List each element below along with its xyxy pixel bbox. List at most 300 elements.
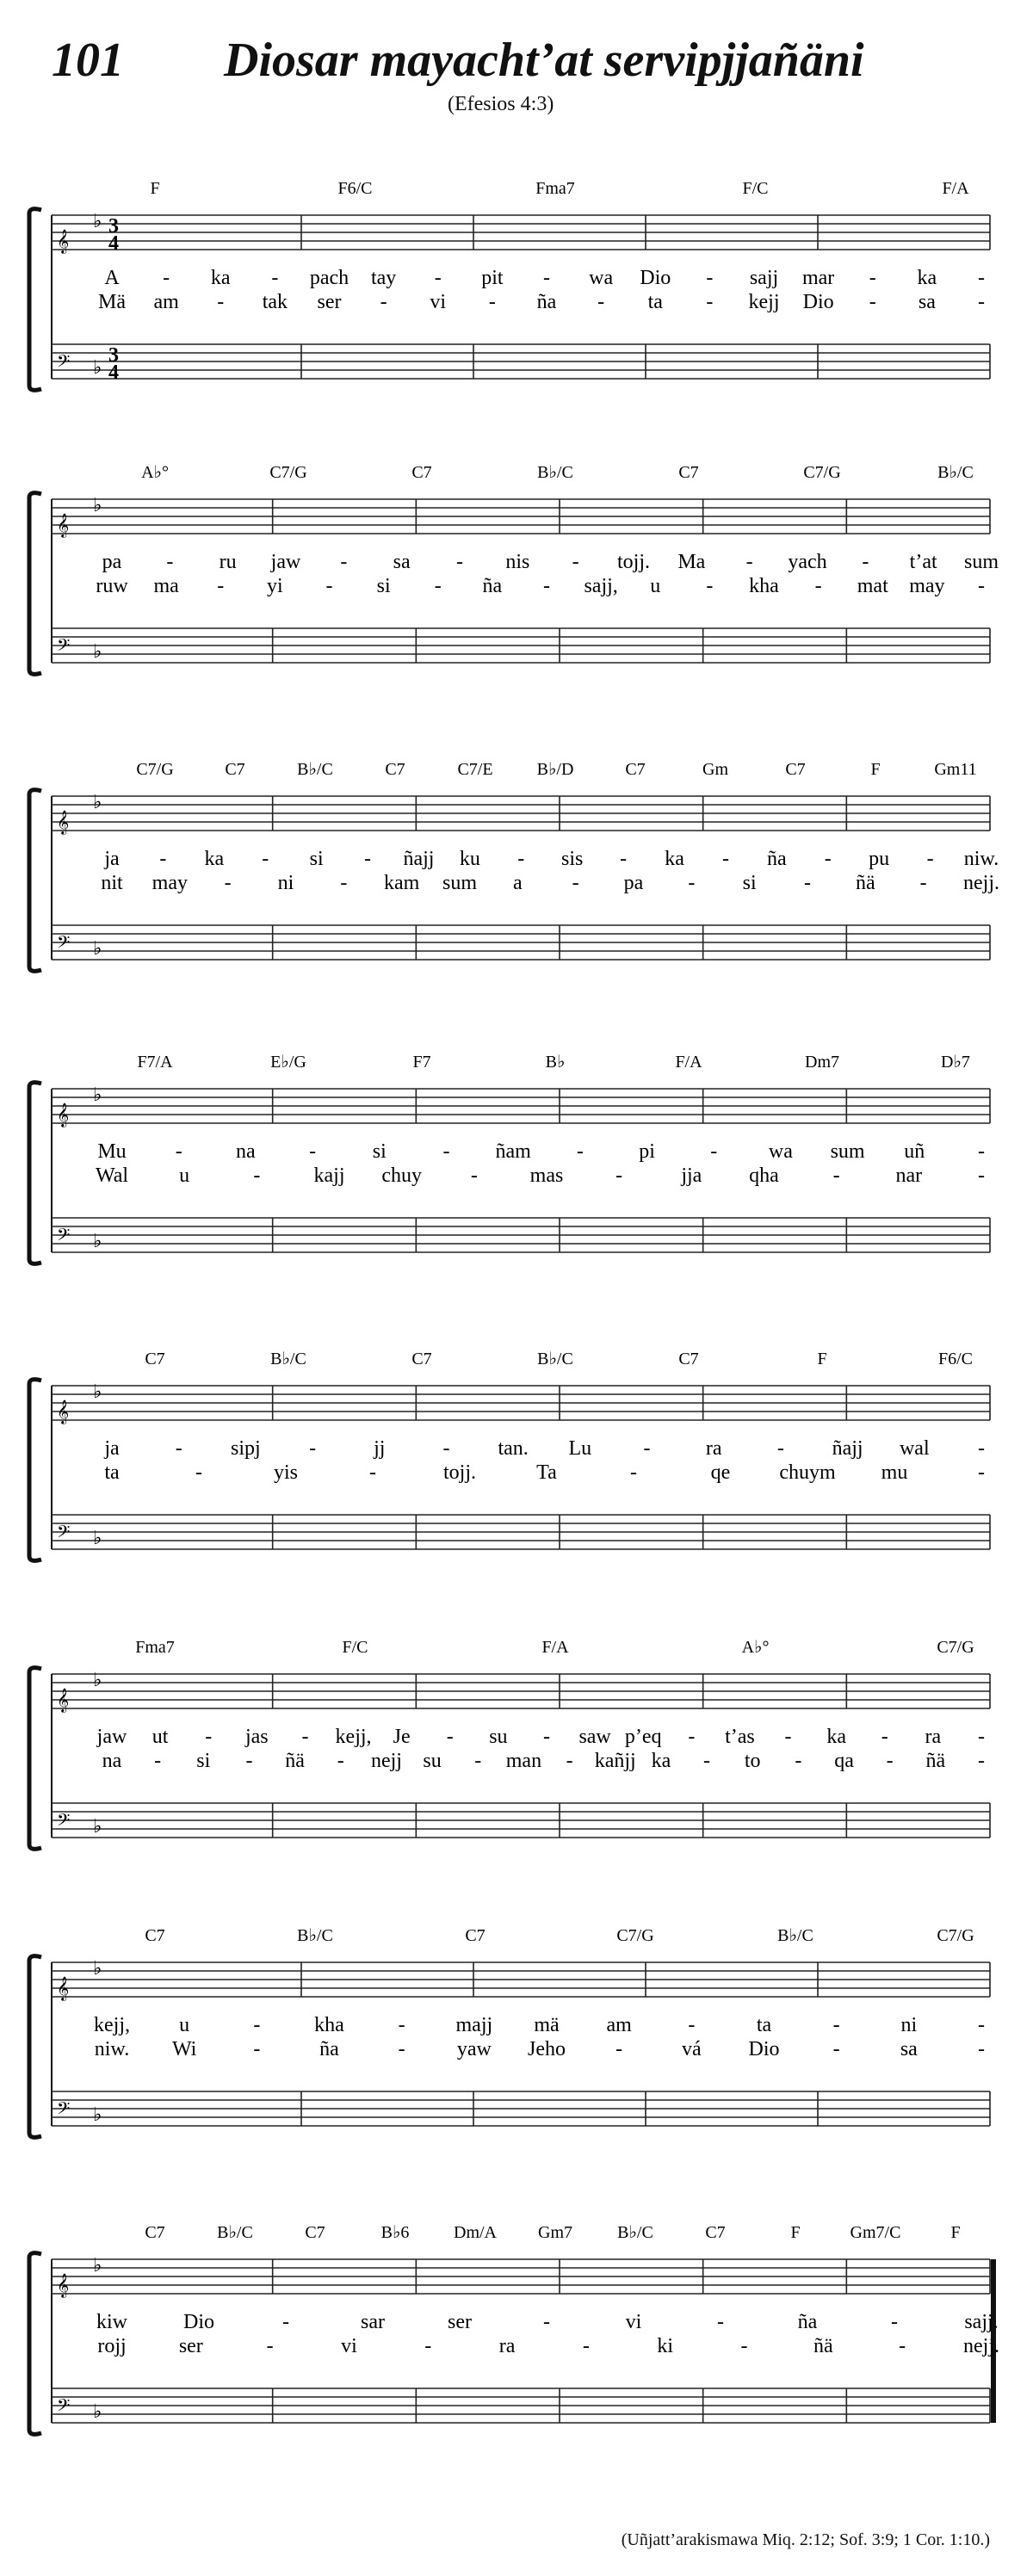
key-signature-flat: ♭ (93, 1084, 102, 1105)
chord-symbol: C7 (225, 760, 245, 779)
lyric-verse-2: yi (267, 575, 283, 597)
lyric-verse-2: ruw (96, 575, 128, 597)
chord-symbol: F6/C (937, 1350, 974, 1368)
chord-symbol: F/C (742, 179, 769, 198)
chord-symbol: C7 (411, 463, 432, 482)
lyric-verse-1: - (163, 267, 170, 289)
lyric-verse-2: ñä (925, 1750, 946, 1772)
lyric-verse-2: - (795, 1750, 802, 1772)
lyric-verse-1: - (862, 551, 869, 573)
lyric-verse-1: - (262, 848, 269, 870)
chord-symbol: F (790, 2223, 801, 2242)
lyric-verse-2: vi (430, 291, 447, 313)
lyric-verse-1: niw. (963, 848, 999, 870)
lyric-verse-2: - (978, 2038, 985, 2060)
lyric-verse-1: - (776, 1437, 784, 1460)
lyric-verse-2: nar (895, 1164, 923, 1187)
lyric-verse-2: - (706, 291, 714, 313)
lyric-verse-1: am (606, 2014, 632, 2036)
lyric-verse-2: niw. (94, 2038, 130, 2060)
lyric-verse-2: - (470, 1164, 478, 1187)
lyric-verse-2: - (978, 1750, 985, 1772)
chord-symbol: Fma7 (135, 1638, 175, 1657)
chord-symbol: F (817, 1350, 827, 1368)
lyric-verse-1: - (710, 1140, 718, 1163)
lyric-verse-2: na (102, 1750, 122, 1772)
lyric-verse-1: Ma (677, 551, 706, 573)
lyric-verse-2: vi (341, 2335, 357, 2357)
lyric-verse-2: - (369, 1461, 376, 1484)
lyric-verse-1: ra (925, 1726, 942, 1748)
lyric-verse-2: - (217, 291, 225, 313)
chord-symbol: C7 (785, 760, 806, 779)
lyric-verse-1: uñ (904, 1140, 925, 1163)
key-signature-flat: ♭ (93, 1527, 102, 1548)
lyric-verse-2: si (196, 1750, 211, 1772)
lyric-verse-2: mas (529, 1164, 564, 1187)
lyric-verse-2: nejj. (963, 2335, 999, 2357)
chord-symbol: D♭7 (941, 1053, 970, 1072)
key-signature-flat: ♭ (93, 1957, 102, 1979)
lyric-verse-2: - (630, 1461, 637, 1484)
chord-symbol: Gm7/C (850, 2223, 901, 2242)
lyric-verse-1: Je (393, 1726, 411, 1748)
lyric-verse-1: tojj. (616, 551, 651, 573)
lyric-verse-1: - (175, 1437, 182, 1460)
lyric-verse-1: - (576, 1140, 584, 1163)
chord-symbol: B♭/C (297, 760, 333, 779)
lyric-verse-1: ka (665, 848, 684, 870)
lyric-verse-1: - (398, 2014, 405, 2036)
lyric-verse-2: ta (647, 291, 663, 313)
time-signature: 3 (108, 215, 119, 238)
lyric-verse-2: a (513, 872, 523, 894)
hymn-title: Diosar mayacht’at servipjjañäni (224, 34, 864, 87)
lyric-verse-2: - (703, 1750, 711, 1772)
lyric-verse-2: ta (104, 1461, 120, 1484)
lyric-verse-1: mar (801, 267, 835, 289)
lyric-verse-1: - (442, 1437, 450, 1460)
lyric-verse-2: mat (857, 575, 888, 597)
lyric-verse-1: - (340, 551, 348, 573)
lyric-verse-2: sum (442, 872, 478, 894)
lyric-verse-1: t’at (909, 551, 937, 573)
lyric-verse-1: - (978, 1726, 985, 1748)
lyric-verse-2: - (597, 291, 605, 313)
time-signature: 4 (108, 361, 119, 384)
chord-symbol: F/C (342, 1638, 368, 1657)
chord-symbol: Gm11 (934, 760, 977, 779)
lyric-verse-1: Dio (183, 2311, 214, 2333)
lyric-verse-1: - (572, 551, 579, 573)
lyric-verse-2: - (688, 872, 696, 894)
lyric-verse-1: sum (963, 551, 999, 573)
lyric-verse-2: si (742, 872, 757, 894)
lyric-verse-2: u (650, 575, 661, 597)
lyric-verse-1: - (253, 2014, 261, 2036)
lyric-verse-2: yis (273, 1461, 299, 1484)
lyric-verse-2: vá (682, 2038, 702, 2060)
lyric-verse-2: - (543, 575, 550, 597)
lyric-verse-1: ka (204, 848, 225, 870)
chord-symbol: A♭° (141, 463, 169, 482)
lyric-verse-2: - (869, 291, 876, 313)
lyric-verse-1: pu (869, 848, 890, 870)
chord-symbol: E♭/G (270, 1053, 306, 1072)
lyric-verse-2: kañjj (594, 1750, 636, 1772)
lyric-verse-1: ni (900, 2014, 918, 2036)
lyric-verse-2: Mä (98, 291, 126, 313)
key-signature-flat: ♭ (93, 791, 102, 812)
lyric-verse-1: - (824, 848, 832, 870)
lyric-verse-1: pi (639, 1140, 655, 1163)
lyric-verse-1: sajj (749, 267, 779, 289)
lyric-verse-1: - (745, 551, 753, 573)
lyric-verse-2: chuy (381, 1164, 422, 1187)
lyric-verse-2: yaw (456, 2038, 492, 2060)
bass-clef: 𝄢 (57, 1226, 71, 1249)
lyric-verse-2: - (337, 1750, 344, 1772)
chord-symbol: B♭/D (536, 760, 574, 779)
lyric-verse-1: jaw (96, 1726, 127, 1748)
lyric-verse-1: - (891, 2311, 898, 2333)
lyric-verse-1: u (179, 2014, 190, 2036)
lyric-verse-2: kejj (748, 291, 780, 313)
chord-symbol: F (950, 2223, 961, 2242)
lyric-verse-1: na (236, 1140, 256, 1163)
chord-symbol: C7/G (616, 1926, 654, 1945)
lyric-verse-1: Mu (97, 1140, 127, 1163)
lyric-verse-2: nejj. (963, 872, 999, 894)
lyric-verse-1: - (434, 267, 442, 289)
lyric-verse-1: - (688, 1726, 696, 1748)
lyric-verse-2: nejj (370, 1750, 402, 1772)
lyric-verse-1: kejj, (335, 1726, 372, 1748)
lyric-verse-1: kejj, (94, 2014, 130, 2036)
lyric-verse-1: - (869, 267, 876, 289)
lyric-verse-2: - (434, 575, 442, 597)
lyric-verse-2: ka (651, 1750, 671, 1772)
bass-clef: 𝄢 (57, 2100, 71, 2122)
system-bracket (29, 2253, 41, 2435)
lyric-verse-2: ra (498, 2335, 516, 2357)
lyric-verse-2: kha (749, 575, 779, 597)
chord-symbol: C7 (305, 2223, 325, 2242)
lyric-verse-1: sum (830, 1140, 865, 1163)
chord-symbol: F7 (412, 1053, 431, 1072)
lyric-verse-2: si (376, 575, 391, 597)
lyric-verse-1: wa (768, 1140, 793, 1163)
chord-symbol: B♭ (545, 1053, 566, 1072)
lyric-verse-1: ser (448, 2311, 472, 2333)
lyric-verse-2: - (899, 2335, 906, 2357)
lyric-verse-2: Dio (748, 2038, 780, 2060)
chord-symbol: F6/C (337, 179, 373, 198)
chord-symbol: F (150, 179, 160, 198)
lyric-verse-1: - (364, 848, 372, 870)
lyric-verse-2: - (224, 872, 232, 894)
lyric-verse-1: - (166, 551, 174, 573)
bass-clef: 𝄢 (57, 2397, 71, 2419)
lyric-verse-2: tojj. (442, 1461, 477, 1484)
chord-symbol: Fma7 (535, 179, 575, 198)
lyric-verse-2: - (919, 872, 927, 894)
chord-symbol: C7/G (269, 463, 307, 482)
scripture-reference: (Efesios 4:3) (448, 93, 554, 115)
lyric-verse-2: sajj, (584, 575, 618, 597)
chord-symbol: C7/E (457, 760, 493, 779)
lyric-verse-1: - (978, 1140, 985, 1163)
chord-symbol: Gm (702, 760, 728, 779)
lyric-verse-1: - (978, 2014, 985, 2036)
lyric-verse-1: - (717, 2311, 724, 2333)
lyric-verse-1: - (543, 1726, 550, 1748)
chord-symbol: C7/G (803, 463, 841, 482)
lyric-verse-2: Wi (171, 2038, 197, 2060)
lyric-verse-1: - (175, 1140, 182, 1163)
lyric-verse-1: - (721, 848, 729, 870)
lyric-verse-2: Dio (802, 291, 834, 313)
treble-clef: 𝄞 (57, 1690, 70, 1712)
lyric-verse-2: ñä (856, 872, 875, 894)
lyric-verse-2: sa (900, 2038, 918, 2060)
system-bracket (29, 1083, 41, 1264)
key-signature-flat: ♭ (93, 494, 102, 516)
lyric-verse-1: sajj. (964, 2311, 999, 2333)
lyric-verse-1: ja (104, 848, 120, 870)
lyric-verse-1: sa (393, 551, 411, 573)
chord-symbol: C7 (678, 1350, 699, 1368)
lyric-verse-1: - (688, 2014, 696, 2036)
lyric-verse-1: kiw (96, 2311, 127, 2333)
lyric-verse-1: - (159, 848, 167, 870)
chord-symbol: C7 (465, 1926, 486, 1945)
chord-symbol: Gm7 (538, 2223, 572, 2242)
lyric-verse-1: - (301, 1726, 309, 1748)
lyric-verse-2: - (814, 575, 822, 597)
hymn-number: 101 (52, 34, 124, 87)
chord-symbol: Dm/A (454, 2223, 497, 2242)
time-signature: 4 (108, 232, 119, 255)
lyric-verse-1: - (832, 2014, 840, 2036)
chord-symbol: B♭/C (937, 463, 974, 482)
lyric-verse-1: - (282, 2311, 289, 2333)
lyric-verse-2: - (615, 2038, 623, 2060)
key-signature-flat: ♭ (93, 2103, 102, 2125)
lyric-verse-2: - (978, 575, 985, 597)
treble-clef: 𝄞 (57, 812, 70, 834)
treble-clef: 𝄞 (57, 1978, 70, 2000)
lyric-verse-2: ña (482, 575, 503, 597)
lyric-verse-2: ñä (285, 1750, 305, 1772)
lyric-verse-1: ka (917, 267, 937, 289)
lyric-verse-1: - (543, 267, 550, 289)
lyric-verse-2: qa (834, 1750, 854, 1772)
bass-clef: 𝄢 (57, 353, 71, 375)
lyric-verse-2: Wal (95, 1164, 129, 1187)
lyric-verse-2: su (423, 1750, 442, 1772)
lyric-verse-1: yach (788, 551, 827, 573)
lyric-verse-2: am (153, 291, 179, 313)
lyric-verse-1: - (706, 267, 714, 289)
lyric-verse-1: - (784, 1726, 792, 1748)
chord-symbol: F (870, 760, 881, 779)
chord-symbol: B♭/C (270, 1350, 306, 1368)
lyric-verse-2: Jeho (528, 2038, 566, 2060)
lyric-verse-2: man (505, 1750, 542, 1772)
chord-symbol: C7 (705, 2223, 726, 2242)
chord-symbol: C7/G (136, 760, 174, 779)
lyric-verse-2: mu (881, 1461, 908, 1484)
lyric-verse-1: tan. (498, 1437, 529, 1460)
system-bracket (29, 209, 41, 391)
lyric-verse-2: may (152, 872, 188, 894)
lyric-verse-1: tay (370, 267, 397, 289)
lyric-verse-2: - (195, 1461, 202, 1484)
key-signature-flat: ♭ (93, 1230, 102, 1251)
footer-references: (Uñjatt’arakismawa Miq. 2:12; Sof. 3:9; 1 Cor. 1:10.) (621, 2530, 990, 2549)
lyric-verse-2: kajj (313, 1164, 345, 1187)
lyric-verse-2: ser (178, 2335, 203, 2357)
treble-clef: 𝄞 (57, 515, 70, 537)
lyric-verse-1: Dio (640, 267, 671, 289)
lyric-verse-1: jas (244, 1726, 269, 1748)
chord-symbol: C7 (678, 463, 699, 482)
time-signature: 3 (108, 344, 119, 367)
chord-symbol: B♭/C (537, 463, 573, 482)
lyric-verse-2: ma (153, 575, 179, 597)
lyric-verse-1: ra (705, 1437, 722, 1460)
key-signature-flat: ♭ (93, 210, 102, 232)
lyric-verse-2: ni (277, 872, 294, 894)
lyric-verse-2: kam (384, 872, 420, 894)
chord-symbol: F/A (942, 179, 969, 198)
lyric-verse-2: qe (710, 1461, 731, 1484)
lyric-verse-1: - (881, 1726, 888, 1748)
lyric-verse-1: - (978, 267, 985, 289)
lyric-verse-1: - (442, 1140, 450, 1163)
lyric-verse-1: ña (767, 848, 787, 870)
lyric-verse-2: ser (317, 291, 342, 313)
chord-symbol: C7 (411, 1350, 432, 1368)
lyric-verse-2: - (488, 291, 496, 313)
bass-clef: 𝄢 (57, 934, 71, 956)
key-signature-flat: ♭ (93, 640, 102, 662)
lyric-verse-1: jaw (270, 551, 301, 573)
lyric-verse-2: - (424, 2335, 432, 2357)
chord-symbol: B♭/C (617, 2223, 653, 2242)
lyric-verse-1: su (489, 1726, 508, 1748)
lyric-verse-1: ta (756, 2014, 772, 2036)
lyric-verse-2: - (978, 291, 985, 313)
lyric-verse-1: si (372, 1140, 387, 1163)
lyric-verse-2: - (253, 1164, 261, 1187)
lyric-verse-1: sar (361, 2311, 385, 2333)
lyric-verse-2: - (266, 2335, 274, 2357)
lyric-verse-1: pit (481, 267, 504, 289)
bass-clef: 𝄢 (57, 637, 71, 659)
lyric-verse-1: wal (899, 1437, 930, 1460)
chord-symbol: C7/G (937, 1638, 974, 1657)
lyric-verse-1: ka (826, 1726, 846, 1748)
chord-symbol: B♭6 (380, 2223, 410, 2242)
lyric-verse-1: - (620, 848, 628, 870)
lyric-verse-1: ku (459, 848, 480, 870)
lyric-verse-1: - (978, 1437, 985, 1460)
lyric-verse-2: - (978, 1164, 985, 1187)
system-bracket (29, 1380, 41, 1561)
lyric-verse-2: - (245, 1750, 253, 1772)
treble-clef: 𝄞 (57, 1104, 70, 1127)
key-signature-flat: ♭ (93, 1381, 102, 1402)
chord-symbol: F/A (541, 1638, 569, 1657)
lyric-verse-2: ñä (813, 2335, 833, 2357)
lyric-verse-2: - (325, 575, 333, 597)
key-signature-flat: ♭ (93, 2400, 102, 2422)
treble-clef: 𝄞 (57, 1401, 70, 1424)
treble-clef: 𝄞 (57, 231, 70, 253)
key-signature-flat: ♭ (93, 2254, 102, 2276)
lyric-verse-2: - (615, 1164, 623, 1187)
lyric-verse-2: - (253, 2038, 261, 2060)
lyric-verse-1: saw (578, 1726, 611, 1748)
lyric-verse-2: nit (101, 872, 123, 894)
lyric-verse-2: to (744, 1750, 761, 1772)
lyric-verse-1: - (271, 267, 279, 289)
key-signature-flat: ♭ (93, 1669, 102, 1690)
lyric-verse-1: kha (314, 2014, 344, 2036)
lyric-verse-2: - (380, 291, 387, 313)
lyric-verse-1: sis (561, 848, 584, 870)
chord-symbol: B♭/C (777, 1926, 813, 1945)
lyric-verse-2: pa (623, 872, 644, 894)
treble-clef: 𝄞 (57, 2275, 70, 2297)
lyric-verse-2: tak (262, 291, 288, 313)
lyric-verse-1: ut (152, 1726, 169, 1748)
lyric-verse-1: ñajj (832, 1437, 863, 1460)
lyric-verse-1: sipj (231, 1437, 261, 1460)
chord-symbol: C7 (145, 1926, 165, 1945)
lyric-verse-1: ru (219, 551, 237, 573)
chord-symbol: B♭/C (217, 2223, 253, 2242)
chord-symbol: F/A (675, 1053, 702, 1072)
lyric-verse-2: - (572, 872, 579, 894)
key-signature-flat: ♭ (93, 937, 102, 959)
chord-symbol: C7 (625, 760, 646, 779)
chord-symbol: C7/G (937, 1926, 974, 1945)
lyric-verse-1: ka (210, 267, 231, 289)
lyric-verse-2: qha (749, 1164, 779, 1187)
lyric-verse-1: Lu (568, 1437, 592, 1460)
lyric-verse-1: p’eq (624, 1726, 662, 1748)
lyric-verse-1: nis (505, 551, 530, 573)
lyric-verse-2: rojj (97, 2335, 127, 2357)
chord-symbol: C7 (385, 760, 405, 779)
lyric-verse-2: - (832, 1164, 840, 1187)
system-bracket (29, 790, 41, 972)
lyric-verse-1: t’as (725, 1726, 755, 1748)
lyric-verse-1: ña (797, 2311, 818, 2333)
lyric-verse-1: - (643, 1437, 651, 1460)
lyric-verse-1: - (517, 848, 525, 870)
lyric-verse-2: ña (319, 2038, 339, 2060)
lyric-verse-2: jja (681, 1164, 702, 1187)
lyric-verse-1: - (456, 551, 463, 573)
lyric-verse-2: - (474, 1750, 482, 1772)
lyric-verse-1: ja (104, 1437, 120, 1460)
lyric-verse-2: - (740, 2335, 748, 2357)
chord-symbol: C7 (145, 1350, 165, 1368)
